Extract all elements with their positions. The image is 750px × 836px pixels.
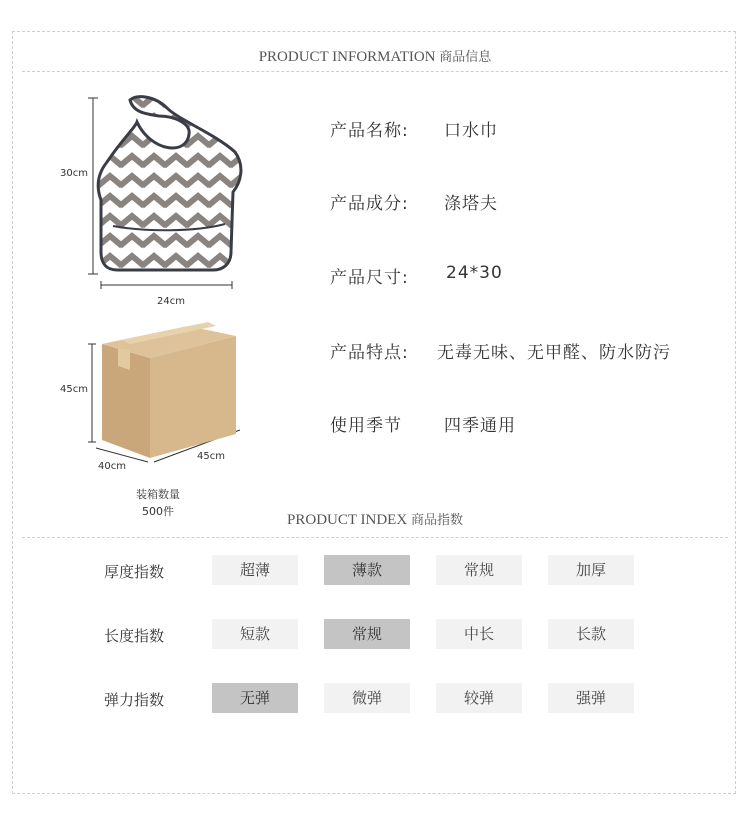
- index-label-thickness: 厚度指数: [104, 563, 165, 581]
- box-width-label: 45cm: [197, 451, 225, 462]
- carton-box-illustration: [88, 322, 258, 477]
- index-option: 强弹: [548, 683, 634, 713]
- index-option: 较弹: [436, 683, 522, 713]
- info-value: 无毒无味、无甲醛、防水防污: [437, 343, 671, 363]
- info-row-size: [330, 263, 503, 288]
- index-option: 短款: [212, 619, 298, 649]
- info-row-season: [330, 411, 516, 436]
- info-label: 产品成分:: [330, 194, 409, 214]
- info-row-material: [330, 189, 498, 214]
- divider: [22, 537, 728, 538]
- bib-height-label: 30cm: [60, 168, 88, 179]
- box-depth-label: 40cm: [98, 461, 126, 472]
- box-height-label: 45cm: [60, 384, 88, 395]
- divider: [22, 71, 728, 72]
- index-option: 长款: [548, 619, 634, 649]
- section-title-product-index: PRODUCT INDEX 商品指数: [287, 512, 463, 528]
- info-value: 涤塔夫: [444, 194, 498, 214]
- index-label-elasticity: 弹力指数: [104, 691, 165, 709]
- bib-illustration: [55, 92, 255, 312]
- index-option-selected: 常规: [324, 619, 410, 649]
- info-value: 24*30: [446, 263, 503, 283]
- info-row-features: [330, 338, 671, 363]
- index-option: 常规: [436, 555, 522, 585]
- index-label-length: 长度指数: [104, 627, 165, 645]
- info-value: 四季通用: [444, 416, 516, 436]
- section-title-product-information: PRODUCT INFORMATION 商品信息: [258, 49, 492, 65]
- index-option-selected: 薄款: [324, 555, 410, 585]
- index-option: 中长: [436, 619, 522, 649]
- bib-shape: [95, 92, 245, 277]
- bib-width-label: 24cm: [157, 296, 185, 307]
- info-value: 口水巾: [444, 121, 498, 141]
- index-option: 超薄: [212, 555, 298, 585]
- info-label: 产品尺寸:: [330, 268, 409, 288]
- index-option: 加厚: [548, 555, 634, 585]
- info-row-name: [330, 116, 498, 141]
- info-label: 产品名称:: [330, 121, 409, 141]
- packing-quantity-value: 500件: [142, 505, 174, 518]
- packing-quantity-label: 装箱数量: [136, 488, 180, 501]
- index-option: 微弹: [324, 683, 410, 713]
- index-option-selected: 无弹: [212, 683, 298, 713]
- info-label: 产品特点:: [330, 343, 409, 363]
- info-label: 使用季节: [330, 416, 402, 436]
